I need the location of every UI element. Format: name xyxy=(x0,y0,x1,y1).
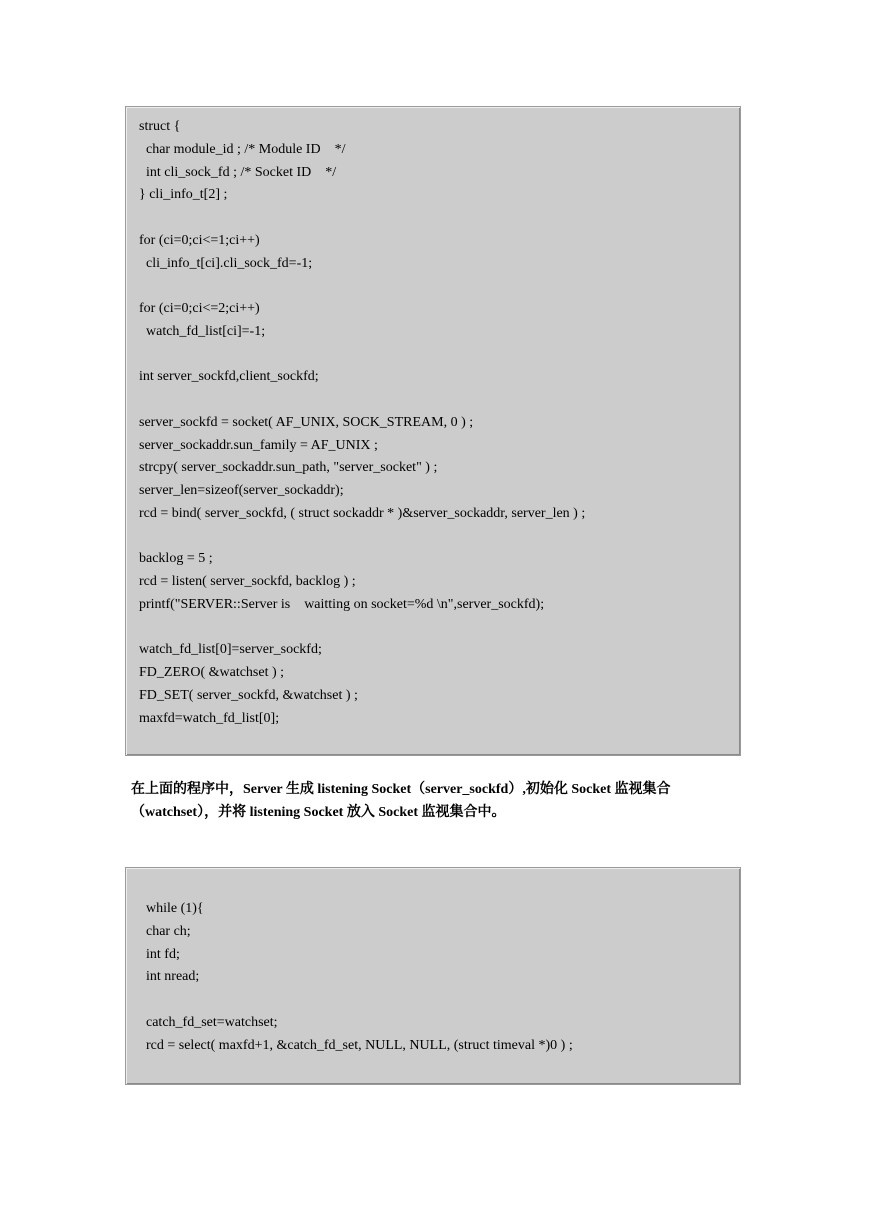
code-line: server_len=sizeof(server_sockaddr); xyxy=(139,483,344,498)
code-line: rcd = listen( server_sockfd, backlog ) ; xyxy=(139,574,356,589)
code-line: maxfd=watch_fd_list[0]; xyxy=(139,710,280,726)
paragraph-line-1: 在上面的程序中，Server 生成 listening Socket（server_sockfd）,初始化 Socket 监视集合 xyxy=(131,782,671,797)
code-line: } cli_info_t[2] ; xyxy=(139,187,228,203)
code-line: char ch; xyxy=(146,923,191,939)
code-line xyxy=(126,344,740,367)
explanation-paragraph xyxy=(131,778,751,824)
code-line: int cli_sock_fd ; /* Socket ID */ xyxy=(139,164,337,180)
code-line: watch_fd_list[ci]=-1; xyxy=(139,323,266,339)
code-line: while (1){ xyxy=(146,901,204,916)
code-line xyxy=(126,389,740,412)
code-block-2 xyxy=(125,867,741,1085)
code-block-1 xyxy=(125,106,741,756)
code-line: server_sockfd = socket( AF_UNIX, SOCK_STREAM, 0 ) ; xyxy=(139,414,474,430)
code-line xyxy=(126,526,740,549)
code-line: int fd; xyxy=(146,946,180,962)
code-line: rcd = select( maxfd+1, &catch_fd_set, NULL, NULL, (struct timeval *)0 ) ; xyxy=(146,1037,573,1053)
code-line xyxy=(126,207,740,230)
code-line: int nread; xyxy=(146,969,200,985)
code-line: printf("SERVER::Server is waitting on socket=%d \n",server_sockfd); xyxy=(139,596,545,612)
code-line: server_sockaddr.sun_family = AF_UNIX ; xyxy=(139,437,378,453)
code-line: char module_id ; /* Module ID */ xyxy=(139,141,346,157)
code-line: rcd = bind( server_sockfd, ( struct sockaddr * )&server_sockaddr, server_len ) ; xyxy=(139,505,586,521)
code-line: FD_SET( server_sockfd, &watchset ) ; xyxy=(139,687,358,703)
code-line xyxy=(126,989,740,1012)
code-line: struct { xyxy=(139,119,181,134)
code-line: cli_info_t[ci].cli_sock_fd=-1; xyxy=(139,255,313,271)
code-line: FD_ZERO( &watchset ) ; xyxy=(139,665,285,680)
paragraph-line-2: （watchset），并将 listening Socket 放入 Socket 监视集合中。 xyxy=(131,805,506,820)
code-line: backlog = 5 ; xyxy=(139,551,213,567)
code-line xyxy=(126,275,740,298)
code-line: watch_fd_list[0]=server_sockfd; xyxy=(139,642,322,658)
code-line: for (ci=0;ci<=1;ci++) xyxy=(139,232,260,248)
code-line: strcpy( server_sockaddr.sun_path, "server_socket" ) ; xyxy=(139,460,438,476)
code-line: catch_fd_set=watchset; xyxy=(146,1014,278,1030)
code-line: for (ci=0;ci<=2;ci++) xyxy=(139,301,260,316)
code-line xyxy=(126,617,740,640)
code-line: int server_sockfd,client_sockfd; xyxy=(139,369,319,385)
